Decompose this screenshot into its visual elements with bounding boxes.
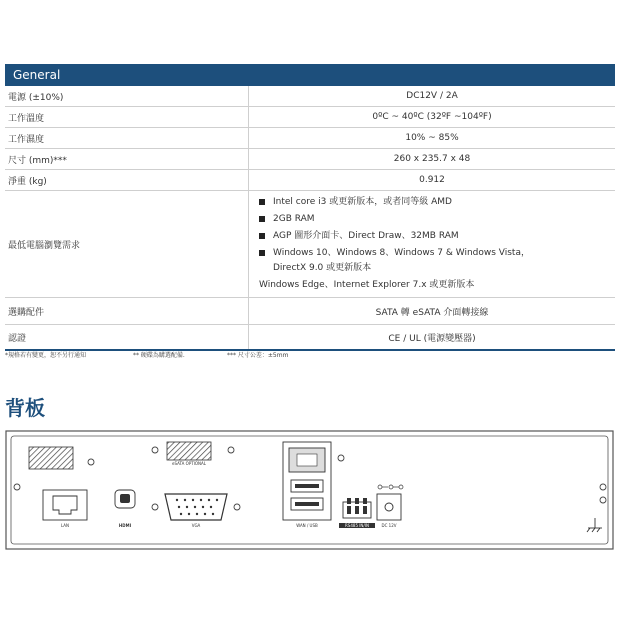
spec-label: 工作濕度	[5, 128, 249, 149]
requirements-cell	[249, 191, 616, 298]
rear-panel-drawing	[5, 430, 615, 552]
lan-label: LAN	[60, 523, 70, 528]
list-item: 2GB RAM	[259, 211, 615, 228]
hdmi-label: HDMI	[118, 523, 132, 528]
browser-requirement: Windows Edge、Internet Explorer 7.x 或更新版本	[259, 280, 475, 290]
spec-label: 最低電腦瀏覽需求	[5, 191, 249, 298]
spec-label: 選購配件	[5, 298, 249, 325]
spec-row-certification	[5, 325, 615, 351]
rear-panel-diagram	[5, 430, 615, 552]
dc-power-jack-icon	[377, 494, 401, 520]
footnote: ** 硬碟為購選配備.	[133, 352, 185, 359]
vga-label: VGA	[191, 523, 201, 528]
spec-label: 電源 (±10%)	[5, 86, 249, 107]
list-item: Intel core i3 或更新版本，或者同等級 AMD	[259, 194, 615, 211]
esata-label: eSATA OPTIONAL	[172, 461, 206, 466]
spec-row-accessory	[5, 298, 615, 325]
spec-value: 0ºC ~ 40ºC (32ºF ~104ºF)	[249, 107, 616, 128]
usb-port-bottom-inner	[295, 502, 319, 506]
spec-value: 0.912	[249, 170, 616, 191]
spec-row-dimensions	[5, 149, 615, 170]
spec-row-humidity	[5, 128, 615, 149]
spec-row-weight	[5, 170, 615, 191]
wan-port-inner	[297, 454, 317, 466]
lan-port-housing	[43, 490, 87, 520]
spec-value: 260 x 235.7 x 48	[249, 149, 616, 170]
spec-value: DC12V / 2A	[249, 86, 616, 107]
spec-row-power	[5, 86, 615, 107]
list-item: Windows 10、Windows 8、Windows 7 & Windows Vista，	[259, 245, 615, 262]
footnote: *** 尺寸公差：±5mm	[227, 352, 289, 359]
spec-label: 認證	[5, 325, 249, 351]
spec-label: 淨重 (kg)	[5, 170, 249, 191]
usb-port-top-inner	[295, 484, 319, 488]
rs485-label: RS485 IN/IN	[339, 523, 375, 528]
list-item-continuation: DirectX 9.0 或更新版本	[273, 263, 372, 273]
vent-grille-left	[29, 447, 73, 469]
spec-header: General	[5, 64, 615, 86]
spec-value: 10% ~ 85%	[249, 128, 616, 149]
section-title: 背板	[5, 396, 45, 420]
spec-row-requirements	[5, 191, 615, 298]
requirements-list	[249, 194, 615, 294]
dc-label: DC 12V	[381, 523, 397, 528]
spec-row-temperature	[5, 107, 615, 128]
spec-value: SATA 轉 eSATA 介面轉接線	[249, 298, 616, 325]
list-item: AGP 圖形介面卡、Direct Draw、32MB RAM	[259, 228, 615, 245]
spec-table-section	[5, 64, 615, 351]
spec-label: 工作溫度	[5, 107, 249, 128]
footnote: *規格若有變更，恕不另行通知	[5, 352, 87, 359]
wan-usb-label: WAN / USB	[296, 523, 318, 528]
spec-table	[5, 86, 615, 351]
hdmi-port-inner	[120, 494, 130, 503]
esata-port-cover	[167, 442, 211, 460]
spec-value: CE / UL (電源變壓器)	[249, 325, 616, 351]
spec-label: 尺寸 (mm)***	[5, 149, 249, 170]
